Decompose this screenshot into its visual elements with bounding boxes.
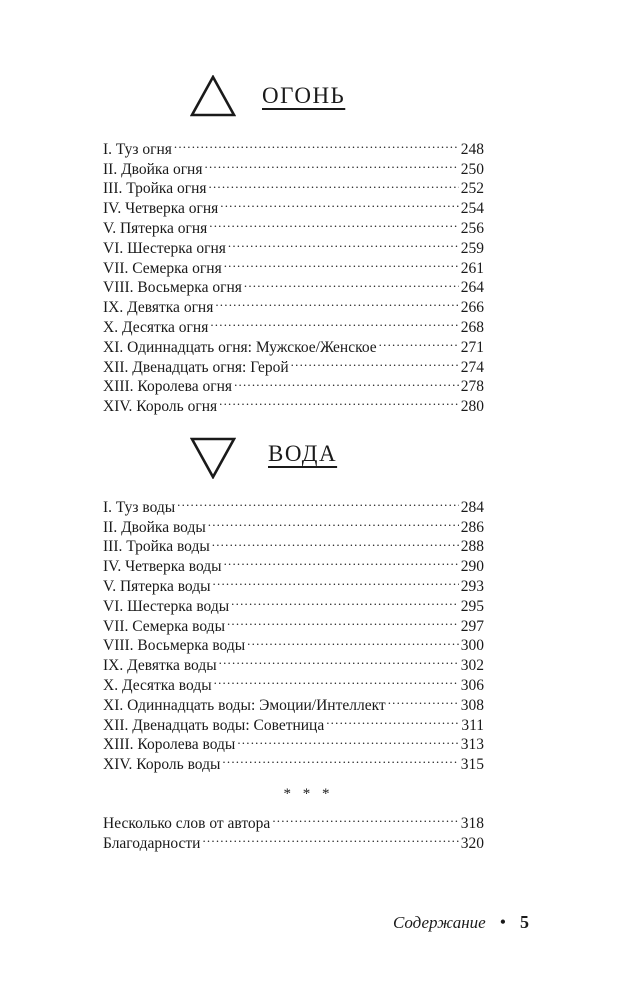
toc-entry-title: Несколько слов от автора [103,814,271,832]
toc-entry-title: VII. Семерка огня [103,259,222,277]
toc-leader-dots [272,808,458,828]
toc-leader-dots [224,551,459,571]
running-title: Содержание [392,913,486,932]
toc-entry-title: IX. Девятка огня [103,299,214,317]
toc-entry-title: V. Пятерка огня [103,219,208,237]
toc-entry-page: 280 [460,398,484,416]
toc-entry-page: 259 [460,239,484,257]
toc-leader-dots [202,828,458,848]
toc-entry-title: XI. Одиннадцать воды: Эмоции/Интеллект [103,696,386,714]
toc-leader-dots [214,670,459,690]
toc-entry-title: VII. Семерка воды [103,617,225,635]
toc-entry-page: 264 [460,279,484,297]
toc-leader-dots [215,292,458,312]
triangle-down-icon [190,437,236,479]
toc-entry-page: 290 [460,558,484,576]
triangle-up-icon [190,75,236,117]
toc-entry-page: 313 [460,736,484,754]
toc-leader-dots [212,532,459,552]
toc-entry-title: III. Тройка воды [103,538,210,556]
toc-entry-title: X. Десятка воды [103,676,212,694]
toc-entry-page: 266 [460,299,484,317]
toc-leader-dots [205,154,459,174]
fire-section-header [0,70,617,130]
toc-entry-title: VIII. Восьмерка огня [103,279,242,297]
toc-leader-dots [208,512,459,532]
toc-entry-page: 315 [460,756,484,774]
fire-section-title: ОГОНЬ [262,83,346,108]
toc-entry-page: 250 [460,160,484,178]
toc-entry-page: 252 [460,180,484,198]
toc-entry-page: 278 [460,378,484,396]
toc-entry-page: 274 [460,358,484,376]
toc-entry [103,808,484,832]
toc-leader-dots [244,273,459,293]
toc-leader-dots [210,312,458,332]
toc-entry-page: 320 [460,834,484,852]
toc-entry-title: IX. Девятка воды [103,657,217,675]
toc-leader-dots [213,571,459,591]
section-separator: * * * [283,786,334,802]
page-footer [393,912,529,933]
toc-entry-title: Благодарности [103,834,201,852]
toc-leader-dots [209,174,459,194]
water-section-title: ВОДА [268,441,338,466]
toc-entry-title: II. Двойка воды [103,518,206,536]
toc-entry-page: 268 [460,318,484,336]
toc-leader-dots [219,391,459,411]
toc-entry-title: XIV. Король огня [103,398,218,416]
toc-entry-page: 261 [460,259,484,277]
toc-leader-dots [209,213,458,233]
water-toc-list [103,492,484,774]
toc-entry-title: XII. Двенадцать воды: Советница [103,716,325,734]
toc-leader-dots [227,611,459,631]
toc-leader-dots [222,749,458,769]
toc-leader-dots [379,332,459,352]
toc-entry-page: 300 [460,637,484,655]
footer-bullet: • [499,912,506,932]
toc-leader-dots [237,730,458,750]
toc-entry-title: XIII. Королева огня [103,378,233,396]
toc-entry-page: 293 [460,577,484,595]
toc-entry [103,134,484,158]
toc-leader-dots [388,690,459,710]
toc-entry-page: 271 [460,338,484,356]
toc-entry-title: XI. Одиннадцать огня: Мужское/Женское [103,338,377,356]
toc-entry-page: 284 [460,498,484,516]
toc-entry-page: 288 [460,538,484,556]
toc-leader-dots [177,492,459,512]
toc-entry-title: VI. Шестерка воды [103,597,230,615]
toc-leader-dots [326,710,459,730]
toc-entry-page: 311 [461,716,484,734]
toc-entry-title: VI. Шестерка огня [103,239,226,257]
toc-entry-page: 248 [460,140,484,158]
toc-entry-title: XII. Двенадцать огня: Герой [103,358,289,376]
toc-leader-dots [228,233,459,253]
toc-leader-dots [234,372,459,392]
toc-entry-title: IV. Четверка огня [103,200,219,218]
toc-entry-title: VIII. Восьмерка воды [103,637,246,655]
toc-entry-title: II. Двойка огня [103,160,203,178]
extra-toc-list [103,808,484,852]
toc-leader-dots [219,650,459,670]
toc-entry-title: III. Тройка огня [103,180,207,198]
toc-leader-dots [247,631,459,651]
toc-leader-dots [231,591,459,611]
toc-entry-page: 308 [460,696,484,714]
toc-entry-page: 318 [460,814,484,832]
toc-entry-title: X. Десятка огня [103,318,209,336]
toc-leader-dots [174,134,459,154]
toc-leader-dots [220,193,458,213]
toc-entry-page: 297 [460,617,484,635]
page-number: 5 [520,912,529,932]
toc-entry-page: 286 [460,518,484,536]
toc-entry-title: I. Туз огня [103,140,172,158]
toc-entry-page: 254 [460,200,484,218]
toc-entry-page: 295 [460,597,484,615]
toc-entry-title: IV. Четверка воды [103,558,222,576]
toc-entry-title: V. Пятерка воды [103,577,211,595]
toc-entry [103,492,484,516]
toc-entry-page: 306 [460,676,484,694]
toc-entry-title: XIII. Королева воды [103,736,236,754]
toc-entry-title: XIV. Король воды [103,756,221,774]
water-section-header [0,432,617,492]
toc-entry-title: I. Туз воды [103,498,176,516]
toc-entry-page: 302 [460,657,484,675]
toc-leader-dots [291,352,459,372]
toc-entry-page: 256 [460,219,484,237]
fire-toc-list [103,134,484,416]
toc-leader-dots [224,253,459,273]
